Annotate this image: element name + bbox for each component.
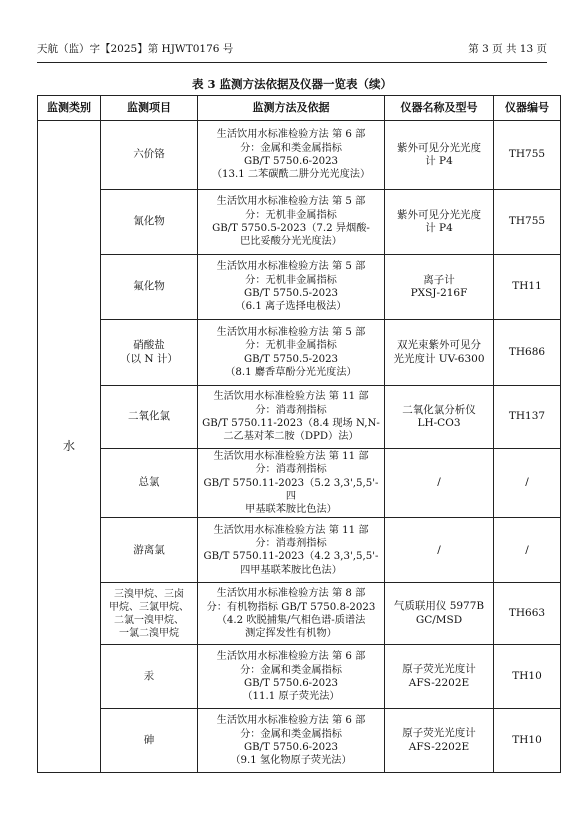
column-header-instrument-id: 仪器编号: [494, 96, 561, 121]
page-header: [37, 40, 547, 56]
instrument-id-cell: TH10: [494, 709, 561, 773]
instrument-id-cell: TH686: [494, 320, 561, 386]
item-cell: 氟化物: [101, 255, 198, 320]
column-header-item: 监测项目: [101, 96, 198, 121]
table-row: [38, 121, 561, 190]
method-cell: 生活饮用水标准检验方法 第 5 部 分：无机非金属指标 GB/T 5750.5-2023 （6.1 离子选择电极法）: [198, 255, 385, 320]
instrument-id-cell: TH11: [494, 255, 561, 320]
instrument-id-cell: TH137: [494, 386, 561, 449]
table-row: [38, 320, 561, 386]
instrument-cell: 离子计 PXSJ-216F: [385, 255, 494, 320]
column-header-method: 监测方法及依据: [198, 96, 385, 121]
instrument-cell: 气质联用仪 5977B GC/MSD: [385, 583, 494, 645]
instrument-cell: /: [385, 449, 494, 518]
item-cell: 总氯: [101, 449, 198, 518]
column-header-instrument: 仪器名称及型号: [385, 96, 494, 121]
table-row: [38, 645, 561, 709]
item-cell: 二氧化氯: [101, 386, 198, 449]
instrument-cell: 紫外可见分光光度 计 P4: [385, 190, 494, 255]
item-cell: 砷: [101, 709, 198, 773]
instrument-cell: 原子荧光光度计 AFS-2202E: [385, 645, 494, 709]
column-header-category: 监测类别: [38, 96, 101, 121]
instrument-id-cell: TH10: [494, 645, 561, 709]
method-cell: 生活饮用水标准检验方法 第 6 部 分：金属和类金属指标 GB/T 5750.6-2023 （11.1 原子荧光法）: [198, 645, 385, 709]
table-row: [38, 583, 561, 645]
instrument-cell: 二氧化氯分析仪 LH-CO3: [385, 386, 494, 449]
method-cell: 生活饮用水标准检验方法 第 5 部 分：无机非金属指标 GB/T 5750.5-2023 （8.1 麝香草酚分光光度法）: [198, 320, 385, 386]
item-cell: 游离氯: [101, 518, 198, 583]
category-cell: 水: [38, 121, 101, 773]
instrument-cell: 紫外可见分光光度 计 P4: [385, 121, 494, 190]
table-row: [38, 709, 561, 773]
method-cell: 生活饮用水标准检验方法 第 8 部 分：有机物指标 GB/T 5750.8-2023 （4.2 吹脱捕集/气相色谱-质谱法 测定挥发性有机物）: [198, 583, 385, 645]
item-cell: 六价铬: [101, 121, 198, 190]
table-caption: 表 3 监测方法依据及仪器一览表（续）: [191, 77, 392, 91]
report-number: 天航（监）字【2025】第 HJWT0176 号: [37, 42, 234, 55]
method-cell: 生活饮用水标准检验方法 第 11 部 分：消毒剂指标 GB/T 5750.11-2023（4.2 3,3',5,5'- 四甲基联苯胺比色法）: [198, 518, 385, 583]
instrument-cell: 原子荧光光度计 AFS-2202E: [385, 709, 494, 773]
instrument-cell: 双光束紫外可见分 光光度计 UV-6300: [385, 320, 494, 386]
instrument-id-cell: TH755: [494, 190, 561, 255]
method-instrument-table: [37, 95, 561, 773]
method-cell: 生活饮用水标准检验方法 第 6 部 分：金属和类金属指标 GB/T 5750.6-2023 （13.1 二苯碳酰二肼分光光度法）: [198, 121, 385, 190]
method-cell: 生活饮用水标准检验方法 第 11 部 分：消毒剂指标 GB/T 5750.11-2023（5.2 3,3',5,5'-四 甲基联苯胺比色法）: [198, 449, 385, 518]
item-cell: 硝酸盐 （以 N 计）: [101, 320, 198, 386]
table-row: [38, 255, 561, 320]
method-cell: 生活饮用水标准检验方法 第 5 部 分：无机非金属指标 GB/T 5750.5-2023（7.2 异烟酸- 巴比妥酸分光光度法）: [198, 190, 385, 255]
page-number: 第 3 页 共 13 页: [468, 42, 547, 55]
item-cell: 三溴甲烷、三卤 甲烷、三氯甲烷、 二氯一溴甲烷、 一氯二溴甲烷: [101, 583, 198, 645]
instrument-id-cell: /: [494, 518, 561, 583]
header-divider: [37, 62, 547, 63]
table-row: [38, 190, 561, 255]
table-header-row: [38, 96, 561, 121]
table-row: [38, 449, 561, 518]
table-row: [38, 518, 561, 583]
item-cell: 氰化物: [101, 190, 198, 255]
instrument-id-cell: TH663: [494, 583, 561, 645]
instrument-id-cell: /: [494, 449, 561, 518]
method-cell: 生活饮用水标准检验方法 第 11 部 分：消毒剂指标 GB/T 5750.11-2023（8.4 现场 N,N- 二乙基对苯二胺（DPD）法）: [198, 386, 385, 449]
instrument-id-cell: TH755: [494, 121, 561, 190]
table-row: [38, 386, 561, 449]
instrument-cell: /: [385, 518, 494, 583]
item-cell: 汞: [101, 645, 198, 709]
method-cell: 生活饮用水标准检验方法 第 6 部 分：金属和类金属指标 GB/T 5750.6-2023 （9.1 氢化物原子荧光法）: [198, 709, 385, 773]
